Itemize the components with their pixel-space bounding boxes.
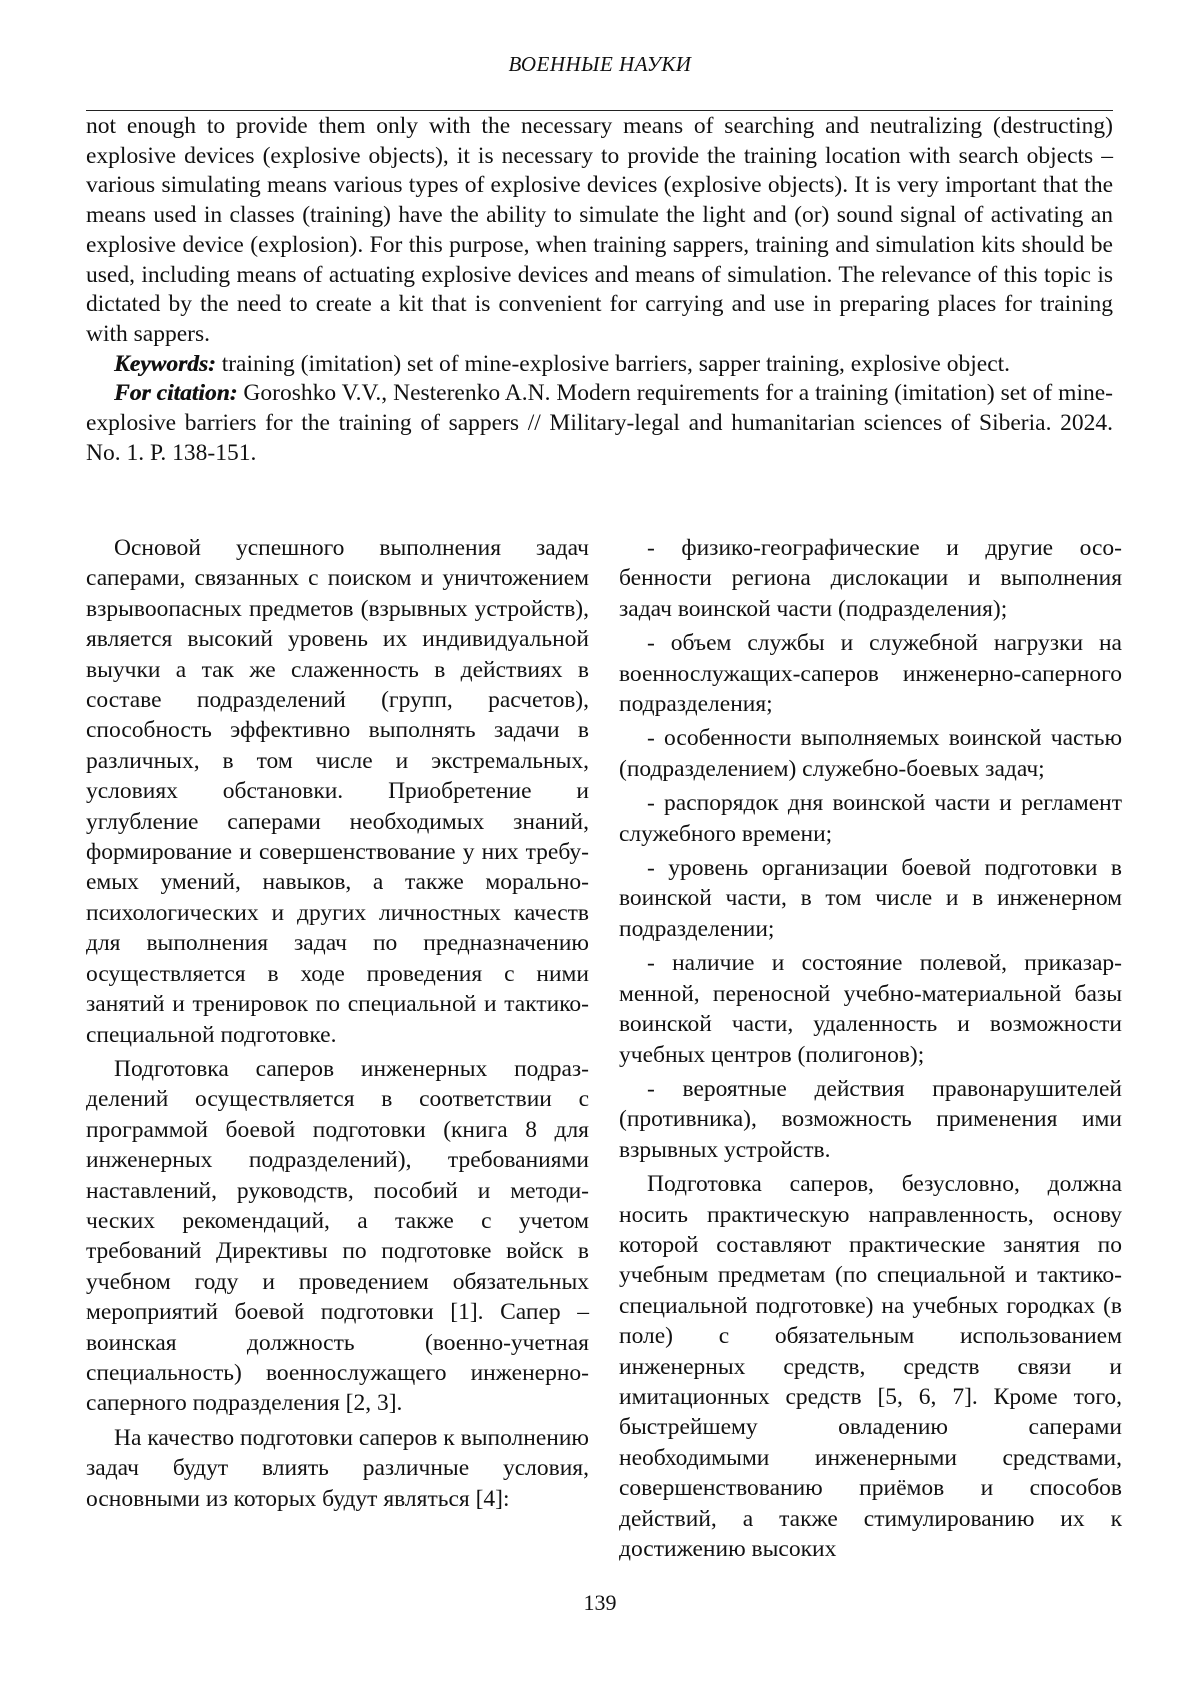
- keywords-text: training (imitation) set of mine-explosive barriers, sapper training, explosive object.: [215, 350, 1011, 377]
- citation-label: For citation:: [114, 380, 238, 407]
- list-item: - вероятные действия правонарушителей (противника), возможность применения ими взрывных устройств.: [619, 1075, 1122, 1163]
- right-column: [619, 533, 1122, 1568]
- list-item: - физико-географические и другие особенности региона дислокации и выполнения задач воинской части (подразделения);: [619, 535, 1122, 622]
- body-paragraph: Подготовка саперов инженерных подразделений осуществляется в соответствии с программой боевой подготовки (книга 8 для инженерных подразделений), требованиями наставлений, руководств, пособий и методических рекомендаций, а также с учетом требований Директивы по подготовке войск в учебном году и проведением обязательных мероприятий боевой подготовки [1]. Сапер – воинская должность (военно-учетная специальность) военнослужащего инженерно-саперного подразделения [2, 3].: [86, 1055, 589, 1417]
- body-paragraph: На качество подготовки саперов к выполнению задач будут влиять различные условия, основными из которых будут являться [4]:: [86, 1424, 589, 1512]
- running-header: ВОЕННЫЕ НАУКИ: [508, 52, 692, 76]
- citation-text: Goroshko V.V., Nesterenko A.N. Modern requirements for a training (imitation) set of mine-explosive barriers for the training of sappers // Military-legal and humanitarian sciences of Siberia. 2024. No. 1. P. 138-151.: [86, 380, 1114, 466]
- citation-paragraph: [86, 379, 1113, 468]
- left-column: [86, 533, 589, 1518]
- list-item: - распорядок дня воинской части и регламент служебного времени;: [619, 790, 1122, 847]
- list-item: - уровень организации боевой подготовки в воинской части, в том числе и в инженерном подразделении;: [619, 855, 1122, 942]
- list-item: - особенности выполняемых воинской частью (подразделением) служебно-боевых задач;: [619, 725, 1122, 782]
- body-paragraph: Основой успешного выполнения задач саперами, связанных с поиском и уничтожением взрывоопасных предметов (взрывных устройств), является высокий уровень их индивидуальной выучки а так же слаженность в действиях в составе подразделений (групп, расчетов), способность эффективно выполнять задачи в различных, в том числе и экстремальных, условиях обстановки. Приобретение и углубление саперами необходимых знаний, формирование и совершенствование у них требуемых умений, навыков, а также морально-психологических и других личностных качеств для выполнения задач по предназначению осуществляется в ходе проведения с ними занятий и тренировок по специальной и тактико-специальной подготовке.: [86, 535, 589, 1048]
- body-paragraph: Подготовка саперов, безусловно, должна носить практическую направленность, основу которой составляют практические занятия по учебным предметам (по специальной и тактико-специальной подготовке) на учебных городках (в поле) с обязательным использованием инженерных средств, средств связи и имитационных средств [5, 6, 7]. Кроме того, быстрейшему овладению саперами необходимыми инженерными средствами, совершенствованию приёмов и способов действий, а также стимулированию их к достижению высоких: [619, 1171, 1122, 1562]
- header-rule: [86, 110, 1113, 111]
- abstract-block: [86, 112, 1113, 468]
- keywords-label: Keywords:: [114, 350, 216, 377]
- list-item: - наличие и состояние полевой, приказарменной, переносной учебно-материальной базы воинской части, удаленность и возможности учебных центров (полигонов);: [619, 950, 1122, 1068]
- list-item: - объем службы и служебной нагрузки на военнослужащих-саперов инженерно-саперного подразделения;: [619, 630, 1122, 718]
- page-number: 139: [583, 1590, 617, 1615]
- abstract-text: not enough to provide them only with the necessary means of searching and neutralizing (destructing) explosive devices (explosive objects), it is necessary to provide the training location with search objects – various simulating means various types of explosive devices (explosive objects). It is very important that the means used in classes (training) have the ability to simulate the light and (or) sound signal of activating an explosive device (explosion). For this purpose, when training sappers, training and simulation kits should be used, including means of actuating explosive devices and means of simulation. The relevance of this topic is dictated by the need to create a kit that is convenient for carrying and use in preparing places for training with sappers.: [86, 113, 1113, 347]
- keywords-paragraph: [86, 350, 1113, 380]
